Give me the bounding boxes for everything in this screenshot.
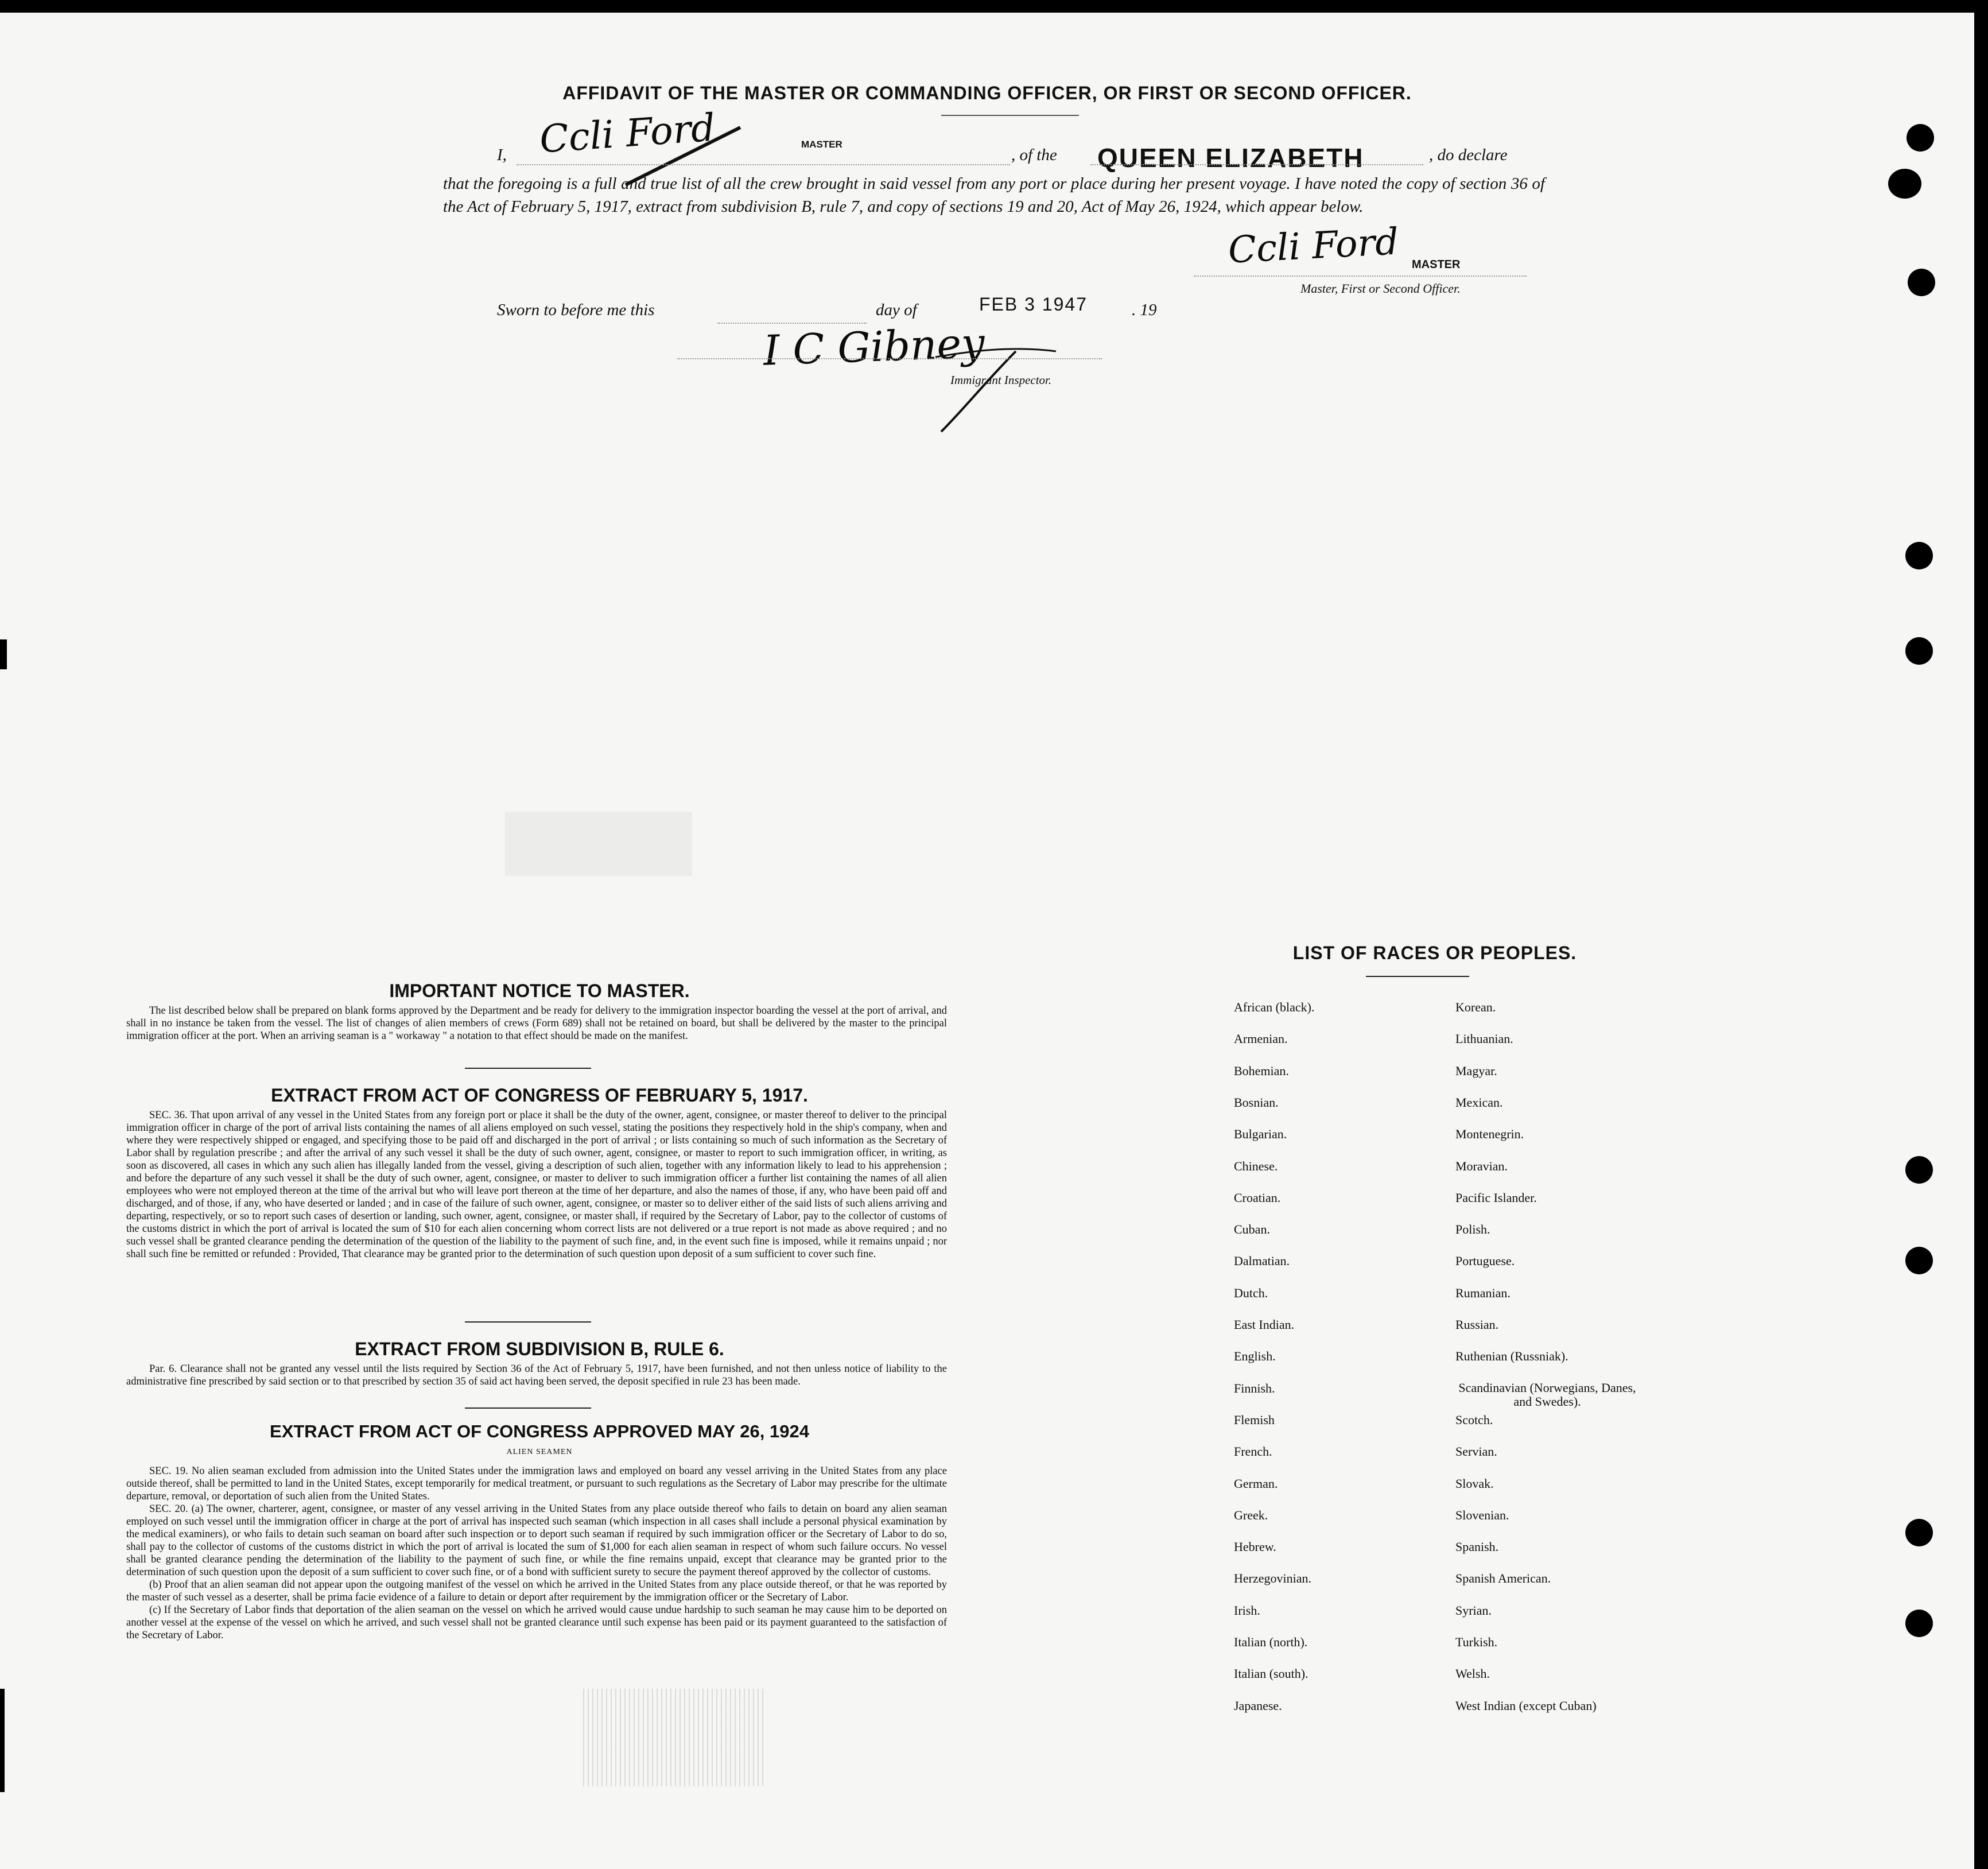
race-item: Russian.: [1455, 1317, 1499, 1332]
officer-caption: Master, First or Second Officer.: [1300, 281, 1461, 296]
master-stamp: MASTER: [801, 139, 842, 150]
sec20b-text: (b) Proof that an alien seaman did not appear upon the outgoing manifest of the vessel on which he arrived in the United States from any place outside thereof, or that he was reported by the master of such vessel as a deserter, shall be prima facie evidence of a failure to detain or deport after requirement by the immigration officer or the Secretary of Labor.: [126, 1579, 947, 1603]
document-page: [0, 13, 1974, 1869]
race-item: Lithuanian.: [1455, 1032, 1513, 1046]
inspector-caption: Immigrant Inspector.: [950, 373, 1052, 387]
race-item: Slovak.: [1455, 1476, 1494, 1491]
rule6-title: EXTRACT FROM SUBDIVISION B, RULE 6.: [355, 1339, 724, 1359]
race-item: Montenegrin.: [1455, 1127, 1524, 1142]
year-prefix: . 19: [1132, 301, 1157, 319]
punch-hole: [1905, 1156, 1933, 1184]
ship-name: QUEEN ELIZABETH: [1097, 143, 1364, 173]
race-item: English.: [1234, 1349, 1276, 1364]
race-item: Japanese.: [1234, 1698, 1282, 1713]
of-the-label: , of the: [1011, 146, 1057, 164]
race-item: Dutch.: [1234, 1285, 1268, 1300]
race-item: Scotch.: [1455, 1412, 1493, 1427]
race-item: Servian.: [1455, 1444, 1497, 1459]
race-item: Bulgarian.: [1234, 1127, 1287, 1142]
race-item: Bosnian.: [1234, 1095, 1279, 1110]
title-divider: [941, 115, 1079, 116]
stamped-date: FEB 3 1947: [979, 294, 1088, 315]
race-item: Scandinavian (Norwegians, Danes, and Swedes).: [1458, 1380, 1636, 1409]
punch-hole: [1888, 169, 1921, 199]
race-item: Irish.: [1234, 1603, 1260, 1618]
race-item: Rumanian.: [1455, 1285, 1511, 1300]
race-item: Finnish.: [1234, 1381, 1275, 1395]
punch-hole: [1907, 124, 1934, 152]
affidavit-title: AFFIDAVIT OF THE MASTER OR COMMANDING OFFICER, OR FIRST OR SECOND OFFICER.: [562, 83, 1412, 103]
punch-hole: [1905, 1519, 1933, 1546]
race-item: Pacific Islander.: [1455, 1190, 1537, 1205]
race-item: Chinese.: [1234, 1158, 1278, 1173]
punch-hole: [1905, 542, 1933, 569]
punch-hole: [1905, 1247, 1933, 1274]
race-item: Flemish: [1234, 1412, 1275, 1427]
inspector-line: [677, 358, 1102, 359]
officer-stamp: MASTER: [1412, 258, 1461, 271]
race-item: Armenian.: [1234, 1032, 1288, 1046]
race-item: French.: [1234, 1444, 1272, 1459]
race-item: Bohemian.: [1234, 1063, 1289, 1078]
notice-text: The list described below shall be prepared on blank forms approved by the Department and be ready for delivery to the immigration inspector boarding the vessel at the port of arrival, and shall in no instance be taken from the vessel. The list of changes of alien members of crews (Form 689) shall not be retained on board, but shall be delivered by the master to the principal immigration officer at the port. When an arriving seaman is a " workaway " a notation to that effect should be made on the manifest.: [126, 1005, 947, 1042]
race-item: Welsh.: [1455, 1666, 1490, 1681]
race-item: Magyar.: [1455, 1063, 1497, 1078]
race-item: Italian (north).: [1234, 1635, 1308, 1649]
rule6-text: Par. 6. Clearance shall not be granted any vessel until the lists required by Section 36 of the Act of February 5, 1917, have been furnished, and not then unless notice of liability to the administrative fine prescribed by said section or to that prescribed by section 35 of said act having been served, the deposit specified in rule 23 has been made.: [126, 1363, 947, 1387]
divider: [465, 1068, 591, 1069]
race-item: Italian (south).: [1234, 1666, 1308, 1681]
race-item: Cuban.: [1234, 1222, 1270, 1237]
race-item: Hebrew.: [1234, 1540, 1276, 1554]
race-item: Spanish.: [1455, 1540, 1499, 1554]
races-title-divider: [1366, 976, 1469, 977]
master-name-line: [517, 164, 1010, 165]
extract-1917-text: SEC. 36. That upon arrival of any vessel in the United States from any foreign port or place it shall be the duty of the owner, agent, consignee, or master thereof to deliver to the principal immigration officer in charge of the port of arrival lists containing the names of all aliens employed on such vessel, stating the positions they respectively hold in the ship's company, when and where they were respectively shipped or engaged, and specifying those to be paid off and discharged in the port of arrival ; or lists containing so much of such information as the Secretary of Labor shall by regulation prescribe ; and after the arrival of any such vessel it shall be the duty of such owner, agent, consignee, or master to report to such immigration officer, in writing, as soon as discovered, all cases in which any such alien has illegally landed from the vessel, giving a description of such alien, together with any information likely to lead to his apprehension ; and before the departure of any such vessel it shall be the duty of such owner, agent, consignee, or master to deliver to such immigration officer a further list containing the names of all alien employees who were not employed thereon at the time of the arrival but who will leave port thereon at the time of her departure, and also the names of those, if any, who have been paid off and discharged, and of those, if any, who have deserted or landed ; and in case of the failure of such owner, agent, consignee, or master so to deliver either of the said lists of such aliens arriving and departing, respectively, or so to report such cases of desertion or landing, such owner, agent, consignee, or master shall, if required by the Secretary of Labor, pay to the collector of customs of the customs district in which the port of arrival is located the sum of $10 for each alien concerning whom correct lists are not delivered or a true report is not made as above required ; and no such vessel shall be granted clearance pending the determination of the question of the liability to the payment of such fine, and, in the event such fine is imposed, while it remains unpaid ; nor shall such fine be remitted or refunded : Provided, That clearance may be granted prior to the determination of such question upon deposit of a sum sufficient to cover such fine.: [126, 1110, 947, 1260]
divider: [465, 1407, 591, 1409]
officer-signature: Ccli Ford: [1227, 220, 1400, 272]
race-item: Polish.: [1455, 1222, 1490, 1237]
extract-1924-title: EXTRACT FROM ACT OF CONGRESS APPROVED MAY 26, 1924: [270, 1421, 809, 1441]
extract-1917-title: EXTRACT FROM ACT OF CONGRESS OF FEBRUARY 5, 1917.: [271, 1085, 808, 1106]
ship-name-line: [1090, 164, 1423, 165]
races-title: LIST OF RACES OR PEOPLES.: [1292, 943, 1577, 963]
notice-title: IMPORTANT NOTICE TO MASTER.: [389, 980, 690, 1001]
race-item: Croatian.: [1234, 1190, 1281, 1205]
alien-seamen-subtitle: ALIEN SEAMEN: [506, 1448, 573, 1456]
master-signature: Ccli Ford: [538, 105, 717, 162]
race-item: Herzegovinian.: [1234, 1571, 1311, 1586]
race-item: Syrian.: [1455, 1603, 1492, 1618]
race-item: Moravian.: [1455, 1158, 1508, 1173]
extract-1924-text: [126, 1465, 947, 1642]
punch-hole: [1908, 269, 1935, 296]
race-item: West Indian (except Cuban): [1455, 1698, 1597, 1713]
officer-signature-line: [1194, 276, 1527, 277]
race-item: Dalmatian.: [1234, 1254, 1290, 1269]
day-of-label: day of: [876, 301, 917, 319]
race-item: Mexican.: [1455, 1095, 1503, 1110]
race-item: Turkish.: [1455, 1635, 1498, 1649]
do-declare-label: , do declare: [1429, 146, 1508, 164]
divider: [465, 1321, 591, 1323]
i-label: I,: [497, 146, 507, 164]
race-item: Portuguese.: [1455, 1254, 1515, 1269]
sec20c-text: (c) If the Secretary of Labor finds that deportation of the alien seaman on the vessel on which he arrived would cause undue hardship to such seaman he may cause him to be deported on another vessel at the expense of the vessel on which he arrived, and such vessel shall not be granted clearance until such expense has been paid or its payment guaranteed to the satisfaction of the Secretary of Labor.: [126, 1604, 947, 1641]
declaration-text: that the foregoing is a full and true list of all the crew brought in said vessel from any port or place during her present voyage. I have noted the copy of section 36 of the Act of February 5, 1917, extract from subdivision B, rule 7, and copy of sections 19 and 20, Act of May 26, 1924, which appear below.: [443, 175, 1545, 216]
race-item: African (black).: [1234, 1000, 1315, 1014]
punch-hole: [1905, 637, 1933, 665]
sec19-text: SEC. 19. No alien seaman excluded from admission into the United States under the immigration laws and employed on board any vessel arriving in the United States from any place outside thereof, shall be permitted to land in the United States, except temporarily for medical treatment, or pursuant to such regulations as the Secretary of Labor may prescribe for the ultimate departure, removal, or deportation of such alien from the United States.: [126, 1465, 947, 1502]
sec20a-text: SEC. 20. (a) The owner, charterer, agent, consignee, or master of any vessel arriving in the United States from any place outside thereof who fails to detain on board any alien seaman employed on such vessel until the immigration officer in charge at the port of arrival has inspected such seaman (which inspection in all cases shall include a personal physical examination by the medical examiners), or who fails to detain such seaman on board after such inspection or to deport such seaman if required by such immigration officer or the Secretary of Labor to do so, shall pay to the collector of customs of the customs district in which the port of arrival is located the sum of $1,000 for each alien seaman in respect of whom such failure occurs. No vessel shall be granted clearance pending the determination of the liability to the payment of such fine, or while the fine remains unpaid, except that clearance may be granted prior to the determination of such question upon the deposit of a sum sufficient to cover such fine, or of a bond with sufficient surety to secure the payment thereof approved by the collector of customs.: [126, 1503, 947, 1578]
race-item: East Indian.: [1234, 1317, 1295, 1332]
smudged-stamp: [580, 1689, 763, 1786]
edge-mark: [0, 1689, 5, 1792]
race-item: Ruthenian (Russniak).: [1455, 1349, 1568, 1364]
edge-mark: [0, 639, 7, 669]
punch-hole: [1905, 1610, 1933, 1637]
sworn-label: Sworn to before me this: [497, 301, 655, 319]
race-item: Slovenian.: [1455, 1507, 1509, 1522]
faint-stamp: [505, 812, 692, 876]
race-item: Korean.: [1455, 1000, 1496, 1014]
race-item: German.: [1234, 1476, 1278, 1491]
race-item: Spanish American.: [1455, 1571, 1551, 1586]
race-item: Greek.: [1234, 1507, 1268, 1522]
inspector-signature: I C Gibney: [762, 319, 985, 375]
